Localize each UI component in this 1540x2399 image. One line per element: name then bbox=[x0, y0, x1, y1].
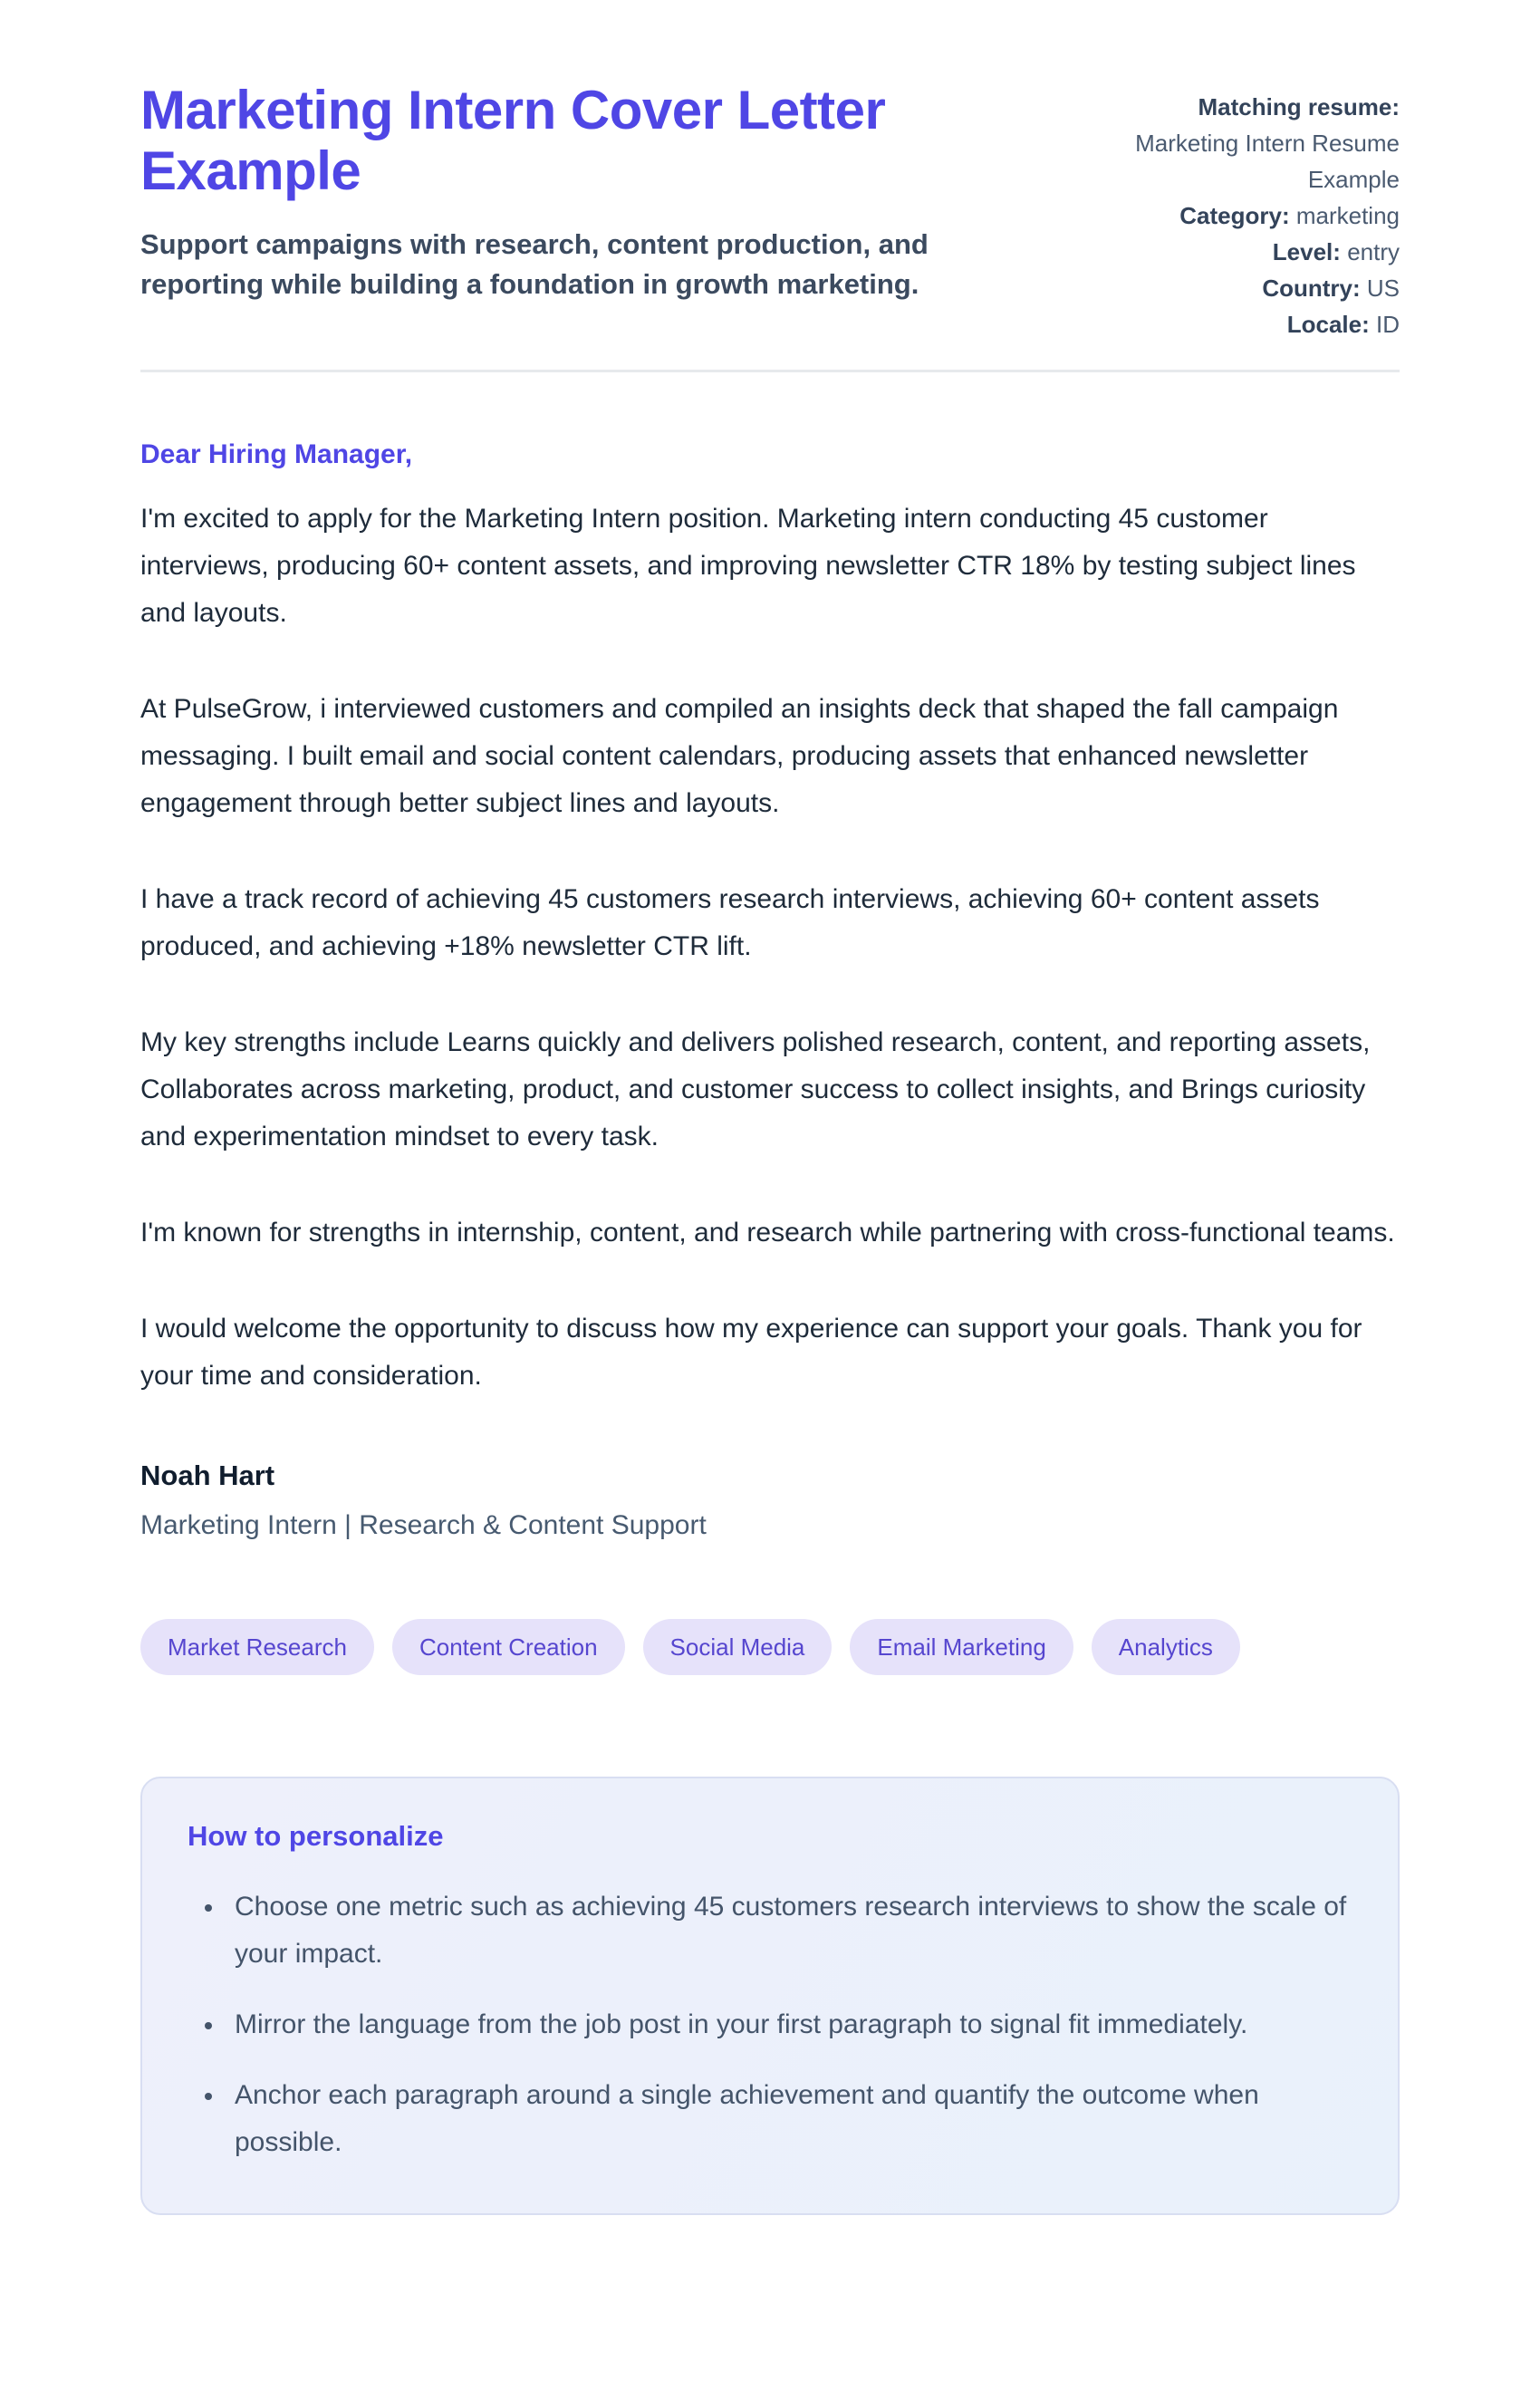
paragraph-closing: I would welcome the opportunity to discuss how my experience can support your goals. Thank you for your time and consideration. bbox=[140, 1314, 1362, 1391]
meta-value: US bbox=[1366, 275, 1400, 302]
meta-value: ID bbox=[1376, 311, 1400, 338]
salutation: Dear Hiring Manager, bbox=[140, 439, 413, 469]
meta-label: Matching resume: bbox=[1198, 93, 1400, 120]
personalize-tip: • Anchor each paragraph around a single achievement and quantify the outcome when possible. bbox=[226, 2072, 1352, 2166]
paragraph-intro: I'm excited to apply for the Marketing Intern position. Marketing intern conducting 45 customer interviews, producing 60+ content assets, and improving newsletter CTR 18% by testing subject lines and layouts. bbox=[140, 504, 1356, 628]
meta-category bbox=[1128, 198, 1400, 234]
paragraph-strengths: My key strengths include Learns quickly and delivers polished research, content, and reporting assets, Collaborates across marketing, product, and customer success to collect insights, and Brings curiosity and experimentation mindset to every task. bbox=[140, 1027, 1371, 1151]
header-title-block bbox=[140, 80, 1028, 304]
personalize-heading: How to personalize bbox=[188, 1820, 444, 1852]
paragraph-experience: At PulseGrow, i interviewed customers and compiled an insights deck that shaped the fall campaign messaging. I built email and social content calendars, producing assets that enhanced newsletter engagement through better subject lines and layouts. bbox=[140, 694, 1339, 818]
meta-value: marketing bbox=[1295, 202, 1400, 229]
meta-label: Category: bbox=[1179, 202, 1290, 229]
page-subtitle: Support campaigns with research, content production, and reporting while building a foundation in growth marketing. bbox=[140, 228, 929, 301]
meta-locale bbox=[1128, 306, 1400, 342]
meta-label: Country: bbox=[1262, 275, 1361, 302]
paragraph-known-for: I'm known for strengths in internship, content, and research while partnering with cross-functional teams. bbox=[140, 1218, 1395, 1248]
tag-pill-content-creation: Content Creation bbox=[392, 1619, 625, 1675]
tag-pill-email-marketing: Email Marketing bbox=[850, 1619, 1073, 1675]
personalize-tip: • Choose one metric such as achieving 45 customers research interviews to show the scale of your impact. bbox=[226, 1884, 1352, 1978]
meta-matching-resume bbox=[1128, 89, 1400, 198]
tag-pill-social-media: Social Media bbox=[643, 1619, 833, 1675]
header-divider bbox=[140, 370, 1400, 372]
cover-letter-body bbox=[140, 439, 1400, 1541]
tag-pill-analytics: Analytics bbox=[1092, 1619, 1240, 1675]
paragraph-track-record: I have a track record of achieving 45 customers research interviews, achieving 60+ content assets produced, and achieving +18% newsletter CTR lift. bbox=[140, 884, 1320, 961]
meta-value: entry bbox=[1347, 238, 1400, 265]
meta-label: Level: bbox=[1272, 238, 1341, 265]
personalize-tip: • Mirror the language from the job post in your first paragraph to signal fit immediately. bbox=[226, 2001, 1352, 2048]
meta-label: Locale: bbox=[1286, 311, 1370, 338]
page-header bbox=[140, 80, 1400, 342]
meta-level bbox=[1128, 234, 1400, 270]
signature-block bbox=[140, 1460, 1400, 1541]
resume-meta-block bbox=[1128, 89, 1400, 342]
personalize-card bbox=[140, 1777, 1400, 2215]
skill-tags-row bbox=[140, 1619, 1400, 1675]
meta-country bbox=[1128, 270, 1400, 306]
tag-pill-market-research: Market Research bbox=[140, 1619, 374, 1675]
signature-role: Marketing Intern | Research & Content Support bbox=[140, 1510, 707, 1540]
meta-value: Marketing Intern Resume Example bbox=[1135, 130, 1400, 193]
page-title: Marketing Intern Cover Letter Example bbox=[140, 80, 886, 202]
signature-name: Noah Hart bbox=[140, 1460, 275, 1491]
personalize-tip-list bbox=[188, 1884, 1352, 2166]
